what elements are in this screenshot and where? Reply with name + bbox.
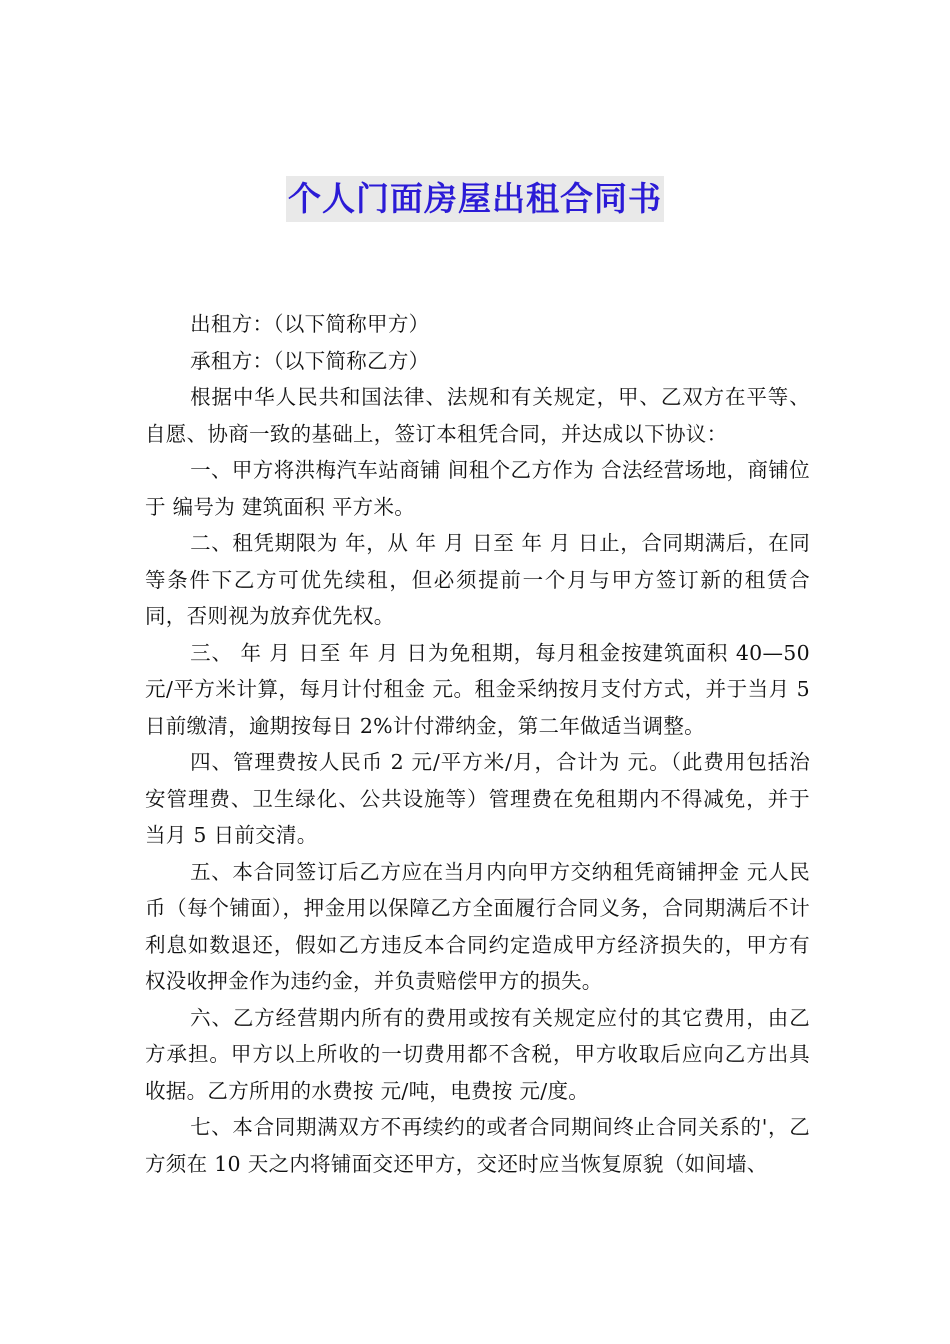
clause-6: 六、乙方经营期内所有的费用或按有关规定应付的其它费用，由乙方承担。甲方以上所收的一切费用都不含税，甲方收取后应向乙方出具收据。乙方所用的水费按 元/吨，电费按 元/度。 [145, 1005, 810, 1103]
clause-3: 三、 年 月 日至 年 月 日为免租期，每月租金按建筑面积 40—50 元/平方米计算，每月计付租金 元。租金采纳按月支付方式，并于当月 5 日前缴清，逾期按每日 2%计付滞纳金，第二年做适当调整。 [145, 640, 810, 738]
clause-7: 七、本合同期满双方不再续约的或者合同期间终止合同关系的'，乙方须在 10 天之内将铺面交还甲方，交还时应当恢复原貌（如间墙、 [145, 1115, 810, 1176]
document-title: 个人门面房屋出租合同书 [286, 176, 664, 222]
title-wrapper [0, 176, 950, 222]
clause-4: 四、管理费按人民币 2 元/平方米/月，合计为 元。（此费用包括治安管理费、卫生绿化、公共设施等）管理费在免租期内不得减免，并于当月 5 日前交清。 [145, 750, 810, 847]
document-body [145, 306, 810, 1182]
clause-5: 五、本合同签订后乙方应在当月内向甲方交纳租凭商铺押金 元人民币（每个铺面），押金用以保障乙方全面履行合同义务，合同期满后不计利息如数退还，假如乙方违反本合同约定造成甲方经济损失的，甲方有权没收押金作为违约金，并负责赔偿甲方的损失。 [145, 859, 810, 993]
clause-1: 一、甲方将洪梅汽车站商铺 间租个乙方作为 合法经营场地，商铺位于 编号为 建筑面积 平方米。 [145, 458, 810, 519]
paragraph-lessor: 出租方：（以下简称甲方） [190, 312, 430, 336]
paragraph-lessee: 承租方：（以下简称乙方） [190, 348, 430, 373]
clause-2: 二、租凭期限为 年，从 年 月 日至 年 月 日止，合同期满后，在同等条件下乙方可优先续租，但必须提前一个月与甲方签订新的租赁合同，否则视为放弃优先权。 [145, 531, 810, 628]
paragraph-preamble: 根据中华人民共和国法律、法规和有关规定，甲、乙双方在平等、自愿、协商一致的基础上，签订本租凭合同，并达成以下协议： [145, 385, 810, 446]
